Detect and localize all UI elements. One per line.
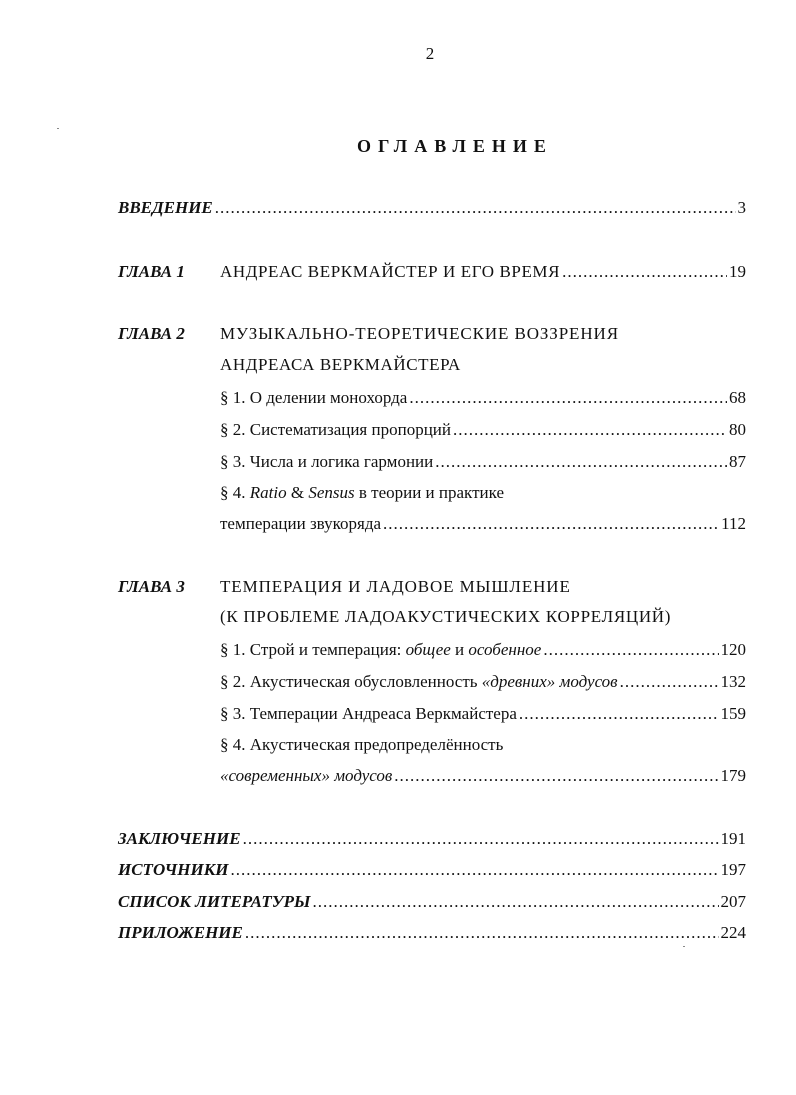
toc-entry-conclusion[interactable] (118, 829, 746, 849)
chapter-2-title-line2: АНДРЕАСА ВЕРКМАЙСТЕРА (220, 355, 461, 374)
toc-entry-label (220, 672, 618, 692)
italic-term: «современных» модусов (220, 766, 393, 785)
toc-entry-ch2-s1[interactable] (220, 388, 746, 408)
toc-entry-page: 120 (720, 640, 746, 659)
leader-dots (245, 923, 719, 943)
conjunction: и (455, 640, 465, 659)
section-prefix: § 4. (220, 483, 246, 502)
toc-entry-label: ВВЕДЕНИЕ (118, 198, 213, 217)
leader-dots (312, 892, 718, 912)
toc-entry-label: ЗАКЛЮЧЕНИЕ (118, 829, 241, 848)
chapter-3-title-line1: ТЕМПЕРАЦИЯ И ЛАДОВОЕ МЫШЛЕНИЕ (220, 577, 571, 596)
section-prefix: § 1. Строй и темперация: (220, 640, 402, 659)
toc-entry-ch2-s2[interactable] (220, 420, 746, 440)
toc-entry-label (220, 640, 541, 660)
page-number: 2 (425, 44, 435, 63)
section-suffix: в теории и практике (358, 483, 504, 502)
section-prefix: § 2. Акустическая обусловленность (220, 672, 478, 691)
toc-entry-label (220, 766, 392, 786)
toc-entry-page: 159 (720, 704, 746, 723)
toc-entry-chapter-1[interactable] (220, 262, 746, 282)
toc-entry-ch3-s1[interactable] (220, 640, 746, 660)
toc-entry-label: СПИСОК ЛИТЕРАТУРЫ (118, 892, 311, 911)
toc-entry-appendix[interactable] (118, 923, 746, 943)
toc-entry-ch3-s3[interactable] (220, 704, 746, 724)
leader-dots (394, 766, 718, 786)
toc-entry-ch2-s3[interactable] (220, 452, 746, 472)
toc-entry-page: 224 (720, 923, 746, 942)
toc-entry-label: ПРИЛОЖЕНИЕ (118, 923, 243, 942)
toc-entry-label: § 1. О делении монохорда (220, 388, 408, 407)
toc-entry-page: 87 (729, 452, 746, 471)
leader-dots (543, 640, 718, 660)
toc-entry-intro[interactable] (118, 198, 746, 218)
italic-term: особенное (468, 640, 542, 659)
leader-dots (620, 672, 719, 692)
toc-entry-label: темперации звукоряда (220, 514, 382, 533)
leader-dots (383, 514, 719, 534)
toc-entry-page: 207 (720, 892, 746, 911)
leader-dots (243, 829, 719, 849)
toc-entry-page: 112 (721, 514, 746, 533)
toc-entry-label: § 2. Систематизация пропорций (220, 420, 451, 439)
chapter-1-title: АНДРЕАС ВЕРКМАЙСТЕР И ЕГО ВРЕМЯ (220, 262, 561, 281)
scan-speck (683, 946, 685, 947)
chapter-3-label: ГЛАВА 3 (118, 577, 185, 596)
sensus-term: Sensus (308, 483, 355, 502)
toc-entry-label: § 3. Темперации Андреаса Веркмайстера (220, 704, 517, 723)
toc-entry-ch2-s4[interactable] (220, 514, 746, 534)
leader-dots (231, 860, 719, 880)
toc-entry-page: 197 (720, 860, 746, 879)
toc-entry-page: 132 (720, 672, 746, 691)
leader-dots (215, 198, 736, 218)
leader-dots (519, 704, 719, 724)
toc-entry-ch3-s4[interactable] (220, 766, 746, 786)
leader-dots (409, 388, 727, 408)
toc-title: ОГЛАВЛЕНИЕ (357, 136, 553, 156)
toc-entry-label: § 3. Числа и логика гармонии (220, 452, 434, 471)
toc-entry-page: 3 (737, 198, 746, 217)
italic-term: «древних» модусов (481, 672, 618, 691)
leader-dots (435, 452, 727, 472)
chapter-2-title-line1: МУЗЫКАЛЬНО-ТЕОРЕТИЧЕСКИЕ ВОЗЗРЕНИЯ (220, 324, 619, 343)
ratio-term: Ratio (249, 483, 287, 502)
chapter-1-label: ГЛАВА 1 (118, 262, 185, 281)
toc-entry-ch3-s2[interactable] (220, 672, 746, 692)
toc-entry-page: 19 (729, 262, 746, 281)
toc-entry-ch3-s4-line1[interactable]: § 4. Акустическая предопределённость (220, 735, 504, 754)
scan-speck (57, 128, 59, 129)
toc-entry-page: 191 (720, 829, 746, 848)
toc-entry-page: 68 (729, 388, 746, 407)
toc-entry-ch2-s4-line1[interactable] (220, 483, 504, 503)
toc-entry-label: ИСТОЧНИКИ (118, 860, 229, 879)
leader-dots (562, 262, 727, 282)
toc-entry-bibliography[interactable] (118, 892, 746, 912)
chapter-2-label: ГЛАВА 2 (118, 324, 185, 343)
ampersand: & (290, 483, 305, 502)
toc-entry-sources[interactable] (118, 860, 746, 880)
chapter-3-title-line2: (К ПРОБЛЕМЕ ЛАДОАКУСТИЧЕСКИХ КОРРЕЛЯЦИЙ) (220, 607, 672, 626)
toc-entry-page: 80 (729, 420, 746, 439)
italic-term: общее (405, 640, 451, 659)
leader-dots (453, 420, 727, 440)
toc-entry-page: 179 (720, 766, 746, 785)
